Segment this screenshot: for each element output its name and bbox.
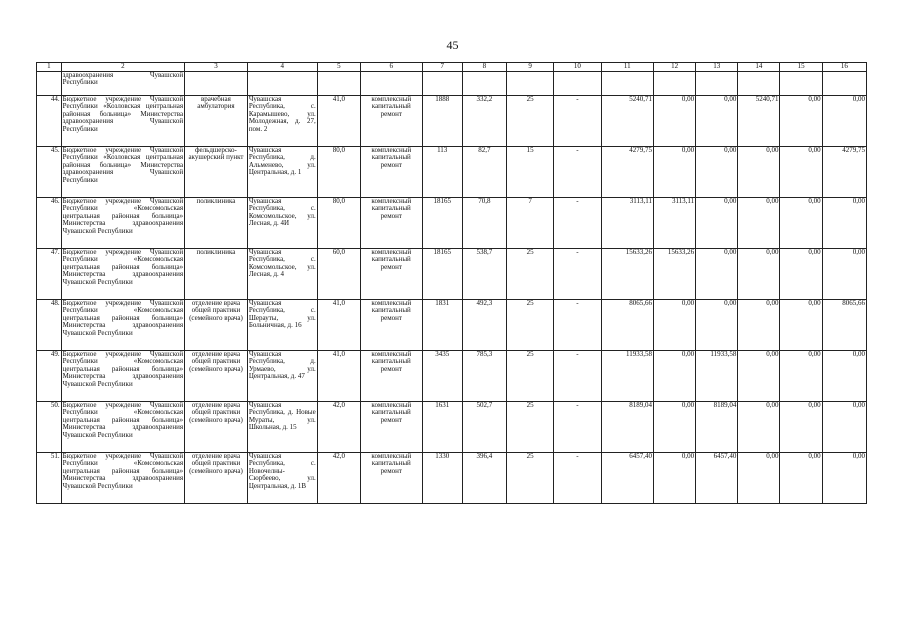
cell-col15: 0,00 [780, 350, 822, 401]
cell-col14: 0,00 [738, 197, 780, 248]
cell-number: 45. [37, 146, 62, 197]
cell-col14: 0,00 [738, 299, 780, 350]
cell-col11: 15633,26 [601, 248, 653, 299]
cell-number [37, 71, 62, 95]
column-header: 4 [247, 63, 317, 72]
cell-number: 50. [37, 401, 62, 452]
cell-address: Чувашская Республика, с. Новочелны-Сюрбеево, ул. Центральная, д. 1В [247, 452, 317, 503]
cell-empty [317, 71, 360, 95]
cell-col12: 0,00 [654, 95, 696, 146]
continued-row [37, 71, 867, 95]
cell-work-type: комплексный капитальный ремонт [360, 299, 422, 350]
cell-col13: 0,00 [696, 95, 738, 146]
cell-empty [554, 71, 601, 95]
column-header: 6 [360, 63, 422, 72]
cell-col15: 0,00 [780, 146, 822, 197]
cell-col11: 3113,11 [601, 197, 653, 248]
cell-owner: Бюджетное учреждение Чувашской Республики «Комсомольская центральная районная больница» Министерства здравоохранения Чувашской Республики [61, 197, 184, 248]
cell-col10: - [554, 299, 601, 350]
cell-col14: 0,00 [738, 146, 780, 197]
column-header: 2 [61, 63, 184, 72]
cell-col9: 25 [506, 95, 553, 146]
cell-empty [738, 71, 780, 95]
cell-col12: 0,00 [654, 146, 696, 197]
cell-col11: 5240,71 [601, 95, 653, 146]
cell-col7: 1831 [422, 299, 462, 350]
cell-owner: Бюджетное учреждение Чувашской Республики «Комсомольская центральная районная больница» Министерства здравоохранения Чувашской Республики [61, 401, 184, 452]
cell-col12: 15633,26 [654, 248, 696, 299]
cell-col5: 41,0 [317, 350, 360, 401]
cell-work-type: комплексный капитальный ремонт [360, 95, 422, 146]
cell-address: Чувашская Республика, с. Шерауты, ул. Больничная, д. 16 [247, 299, 317, 350]
cell-col14: 5240,71 [738, 95, 780, 146]
cell-empty [462, 71, 506, 95]
cell-owner: Бюджетное учреждение Чувашской Республики «Козловская центральная районная больница» Министерства здравоохранения Чувашской Республики [61, 146, 184, 197]
cell-col10: - [554, 197, 601, 248]
cell-empty [506, 71, 553, 95]
cell-col9: 25 [506, 401, 553, 452]
cell-col5: 80,0 [317, 146, 360, 197]
cell-col16: 8065,66 [822, 299, 866, 350]
table-row [37, 95, 867, 146]
cell-empty [822, 71, 866, 95]
cell-empty [247, 71, 317, 95]
cell-owner: Бюджетное учреждение Чувашской Республики «Козловская центральная районная больница» Министерства здравоохранения Чувашской Республики [61, 95, 184, 146]
cell-col5: 42,0 [317, 452, 360, 503]
cell-address: Чувашская Республика, с. Комсомольское, ул. Лесная, д. 4И [247, 197, 317, 248]
cell-col7: 113 [422, 146, 462, 197]
cell-object-type: поликлиника [185, 197, 248, 248]
cell-col12: 0,00 [654, 452, 696, 503]
cell-col10: - [554, 401, 601, 452]
cell-col11: 11933,58 [601, 350, 653, 401]
cell-col5: 60,0 [317, 248, 360, 299]
cell-col8: 396,4 [462, 452, 506, 503]
table-row [37, 350, 867, 401]
column-header: 7 [422, 63, 462, 72]
cell-address: Чувашская Республика, д. Альменево, ул. Центральная, д. 1 [247, 146, 317, 197]
cell-col10: - [554, 248, 601, 299]
table-row [37, 452, 867, 503]
cell-number: 44. [37, 95, 62, 146]
cell-col9: 25 [506, 452, 553, 503]
cell-col9: 25 [506, 350, 553, 401]
cell-col14: 0,00 [738, 401, 780, 452]
cell-object-type: отделение врача общей практики (семейного врача) [185, 452, 248, 503]
cell-object-type: отделение врача общей практики (семейного врача) [185, 401, 248, 452]
cell-object-type: фельдшерско-акушерский пункт [185, 146, 248, 197]
column-number-row [37, 63, 867, 72]
cell-empty [696, 71, 738, 95]
cell-col15: 0,00 [780, 452, 822, 503]
cell-col12: 0,00 [654, 299, 696, 350]
column-header: 11 [601, 63, 653, 72]
cell-col11: 4279,75 [601, 146, 653, 197]
cell-col16: 4279,75 [822, 146, 866, 197]
cell-col14: 0,00 [738, 248, 780, 299]
cell-work-type: комплексный капитальный ремонт [360, 350, 422, 401]
cell-col16: 0,00 [822, 197, 866, 248]
cell-col10: - [554, 452, 601, 503]
cell-col13: 0,00 [696, 146, 738, 197]
cell-empty [422, 71, 462, 95]
column-header: 10 [554, 63, 601, 72]
cell-col16: 0,00 [822, 452, 866, 503]
cell-col5: 41,0 [317, 299, 360, 350]
cell-work-type: комплексный капитальный ремонт [360, 146, 422, 197]
cell-col8: 332,2 [462, 95, 506, 146]
cell-owner: Бюджетное учреждение Чувашской Республики «Комсомольская центральная районная больница» Министерства здравоохранения Чувашской Республики [61, 248, 184, 299]
cell-owner: Бюджетное учреждение Чувашской Республики «Комсомольская центральная районная больница» Министерства здравоохранения Чувашской Республики [61, 299, 184, 350]
cell-col15: 0,00 [780, 248, 822, 299]
cell-col5: 42,0 [317, 401, 360, 452]
cell-object-type: отделение врача общей практики (семейного врача) [185, 350, 248, 401]
cell-col8: 82,7 [462, 146, 506, 197]
cell-col10: - [554, 350, 601, 401]
cell-col11: 8189,04 [601, 401, 653, 452]
cell-col8: 538,7 [462, 248, 506, 299]
cell-owner: Бюджетное учреждение Чувашской Республики «Комсомольская центральная районная больница» Министерства здравоохранения Чувашской Республики [61, 350, 184, 401]
cell-col15: 0,00 [780, 401, 822, 452]
cell-col15: 0,00 [780, 197, 822, 248]
column-header: 1 [37, 63, 62, 72]
cell-col7: 18165 [422, 248, 462, 299]
cell-col14: 0,00 [738, 350, 780, 401]
cell-object-type: отделение врача общей практики (семейного врача) [185, 299, 248, 350]
cell-col10: - [554, 146, 601, 197]
cell-col11: 8065,66 [601, 299, 653, 350]
cell-col8: 70,8 [462, 197, 506, 248]
cell-empty [360, 71, 422, 95]
cell-col9: 25 [506, 248, 553, 299]
cell-owner: здравоохранения Чувашской Республики [61, 71, 184, 95]
table-row [37, 146, 867, 197]
cell-col12: 0,00 [654, 350, 696, 401]
cell-number: 47. [37, 248, 62, 299]
cell-col8: 785,3 [462, 350, 506, 401]
column-header: 12 [654, 63, 696, 72]
cell-number: 51. [37, 452, 62, 503]
cell-work-type: комплексный капитальный ремонт [360, 452, 422, 503]
cell-col13: 0,00 [696, 299, 738, 350]
cell-address: Чувашская Республика, с. Комсомольское, ул. Лесная, д. 4 [247, 248, 317, 299]
cell-work-type: комплексный капитальный ремонт [360, 248, 422, 299]
column-header: 16 [822, 63, 866, 72]
cell-col12: 0,00 [654, 401, 696, 452]
cell-col16: 0,00 [822, 401, 866, 452]
cell-col9: 7 [506, 197, 553, 248]
object-table [36, 62, 867, 504]
cell-col15: 0,00 [780, 299, 822, 350]
cell-empty [601, 71, 653, 95]
cell-col12: 3113,11 [654, 197, 696, 248]
cell-col7: 1631 [422, 401, 462, 452]
cell-object-type: врачебная амбулатория [185, 95, 248, 146]
page-number: 45 [446, 38, 459, 52]
cell-col14: 0,00 [738, 452, 780, 503]
column-header: 9 [506, 63, 553, 72]
cell-owner: Бюджетное учреждение Чувашской Республики «Комсомольская центральная районная больница» Министерства здравоохранения Чувашской Республики [61, 452, 184, 503]
cell-col5: 41,0 [317, 95, 360, 146]
cell-col13: 11933,58 [696, 350, 738, 401]
column-header: 15 [780, 63, 822, 72]
cell-col13: 0,00 [696, 197, 738, 248]
cell-col16: 0,00 [822, 95, 866, 146]
cell-col8: 502,7 [462, 401, 506, 452]
cell-col11: 6457,40 [601, 452, 653, 503]
cell-col16: 0,00 [822, 248, 866, 299]
cell-col9: 25 [506, 299, 553, 350]
column-header: 5 [317, 63, 360, 72]
cell-col7: 1888 [422, 95, 462, 146]
cell-number: 48. [37, 299, 62, 350]
cell-number: 49. [37, 350, 62, 401]
cell-col9: 15 [506, 146, 553, 197]
cell-col7: 1330 [422, 452, 462, 503]
column-header: 3 [185, 63, 248, 72]
cell-col13: 8189,04 [696, 401, 738, 452]
table-row [37, 197, 867, 248]
cell-empty [654, 71, 696, 95]
cell-empty [185, 71, 248, 95]
cell-col15: 0,00 [780, 95, 822, 146]
cell-col7: 3435 [422, 350, 462, 401]
cell-col13: 0,00 [696, 248, 738, 299]
cell-col13: 6457,40 [696, 452, 738, 503]
cell-work-type: комплексный капитальный ремонт [360, 197, 422, 248]
table-row [37, 401, 867, 452]
cell-work-type: комплексный капитальный ремонт [360, 401, 422, 452]
cell-col7: 18165 [422, 197, 462, 248]
cell-col16: 0,00 [822, 350, 866, 401]
column-header: 8 [462, 63, 506, 72]
column-header: 13 [696, 63, 738, 72]
cell-col10: - [554, 95, 601, 146]
table-row [37, 299, 867, 350]
table-row [37, 248, 867, 299]
column-header: 14 [738, 63, 780, 72]
cell-address: Чувашская Республика, с. Карамышево, ул. Молодежная, д. 27, пом. 2 [247, 95, 317, 146]
cell-empty [780, 71, 822, 95]
cell-number: 46. [37, 197, 62, 248]
cell-col8: 492,3 [462, 299, 506, 350]
cell-object-type: поликлиника [185, 248, 248, 299]
cell-address: Чувашская Республика, д. Новые Мураты, ул. Школьная, д. 15 [247, 401, 317, 452]
cell-address: Чувашская Республика, д. Урмаево, ул. Центральная, д. 47 [247, 350, 317, 401]
cell-col5: 80,0 [317, 197, 360, 248]
